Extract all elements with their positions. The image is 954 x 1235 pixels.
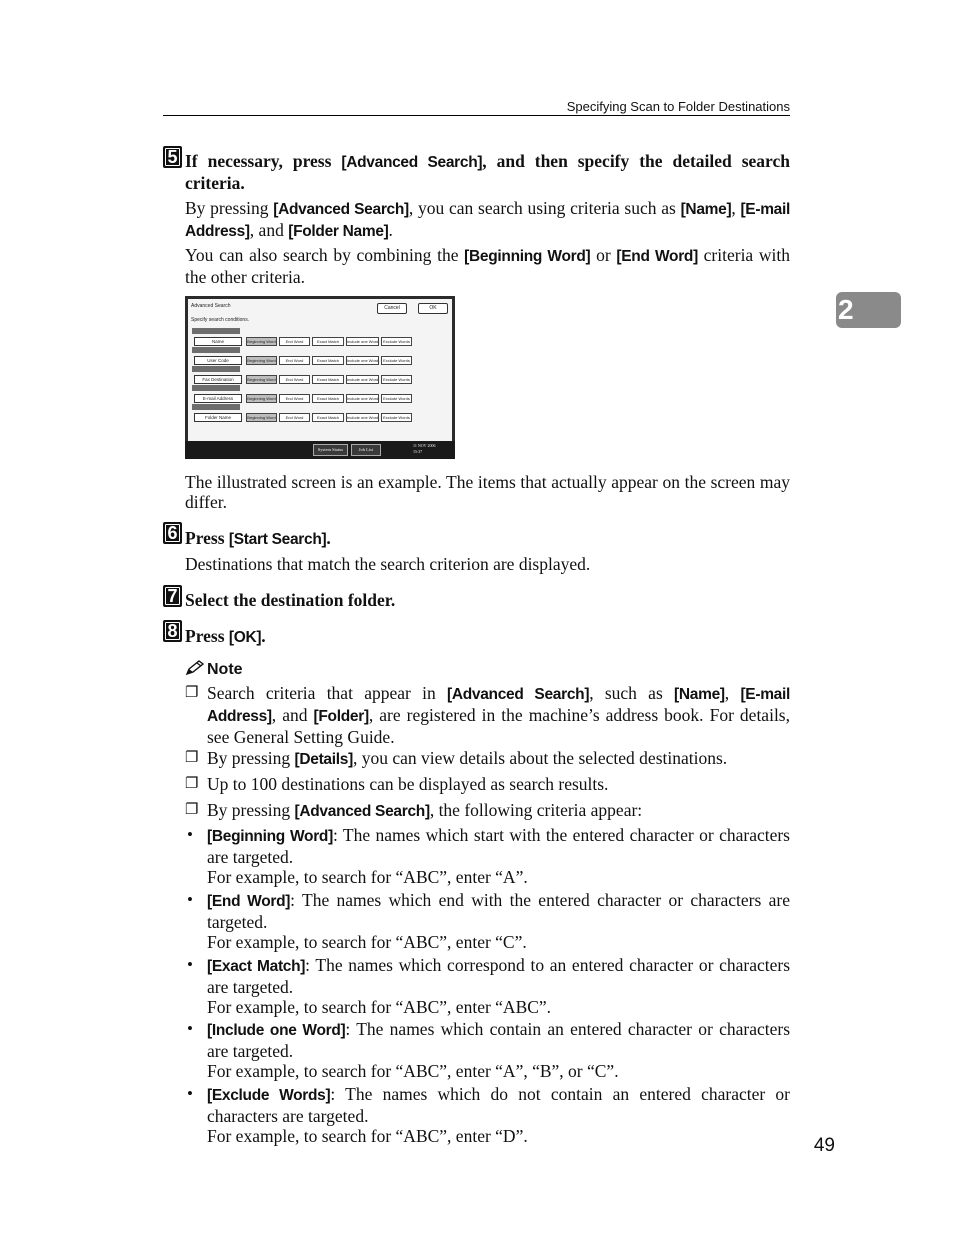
header-rule (163, 115, 790, 116)
key-label: [Folder] (313, 708, 369, 725)
text: By pressing (185, 198, 274, 218)
text: : The names which end with the entered character or characters are targeted. (207, 890, 790, 932)
checkbox-icon: ❐ (185, 802, 199, 818)
key-label: [End Word] (616, 248, 698, 265)
key-label: [Include one Word] (207, 1022, 346, 1039)
field-email-address-button[interactable]: E-mail Address (194, 394, 242, 403)
checkbox-icon: ❐ (185, 685, 199, 701)
step-7-heading: Select the destination folder. (185, 590, 396, 610)
key-label: [Details] (294, 751, 353, 768)
page-number: 49 (813, 1135, 835, 1156)
text: , such as (589, 683, 675, 703)
end-word-option[interactable]: End Word (279, 375, 310, 384)
text: : The names which contain an entered character or characters are targeted. (207, 1019, 791, 1061)
screen-subtitle: Specify search conditions. (191, 317, 250, 323)
text: , and then specify the detailed search criteria. (185, 151, 791, 193)
key-label: [Start Search] (228, 531, 327, 548)
bullet-icon: • (187, 955, 193, 974)
key-label: [Name] (674, 686, 725, 703)
cancel-button[interactable]: Cancel (377, 303, 407, 314)
criterion-end-word (207, 890, 790, 952)
field-bar (192, 385, 240, 391)
pencil-icon (185, 660, 205, 676)
include-one-word-option[interactable]: Include one Word (347, 358, 379, 363)
step-number-icon: 5 (163, 146, 182, 168)
text: : The names which do not contain an entered character or characters are targeted. (207, 1084, 790, 1126)
criterion-include-one-word (207, 1019, 790, 1081)
text: , (724, 683, 741, 703)
field-bar (192, 347, 240, 353)
end-word-option[interactable]: End Word (279, 356, 310, 365)
screen-date: 11 NOV 2006 (413, 443, 436, 448)
text: : The names which correspond to an entered character or characters are targeted. (207, 955, 790, 997)
text: . (388, 220, 393, 240)
text: , you can search using criteria such as (408, 198, 681, 218)
bullet-icon: • (187, 825, 193, 844)
text: You can also search by combining the (185, 245, 465, 265)
text: . (326, 528, 331, 548)
text: , and (271, 705, 314, 725)
step-number-icon: 7 (163, 585, 182, 607)
note-label: Note (207, 661, 243, 678)
key-label: [End Word] (207, 893, 291, 910)
example: For example, to search for “ABC”, enter “ABC”. (207, 997, 552, 1017)
field-bar (192, 328, 240, 334)
key-label: [Advanced Search] (273, 201, 409, 218)
beginning-word-option[interactable]: Beginning Word (247, 396, 276, 401)
step-number-icon: 6 (163, 522, 182, 544)
end-word-option[interactable]: End Word (279, 337, 310, 346)
screen-caption: The illustrated screen is an example. The items that actually appear on the screen may differ. (185, 472, 790, 512)
note-heading (185, 660, 243, 680)
text: or (590, 245, 617, 265)
include-one-word-option[interactable]: Include one Word (347, 396, 379, 401)
text: , the following criteria appear: (429, 800, 643, 820)
bullet-icon: • (187, 1019, 193, 1038)
step-8-heading (185, 626, 790, 648)
include-one-word-option[interactable]: Include one Word (347, 415, 379, 420)
step-6-body: Destinations that match the search criterion are displayed. (185, 554, 591, 574)
example: For example, to search for “ABC”, enter “A”, “B”, or “C”. (207, 1061, 619, 1081)
criterion-beginning-word (207, 825, 790, 887)
key-label: [Exact Match] (207, 958, 306, 975)
include-one-word-option[interactable]: Include one Word (347, 339, 379, 344)
advanced-search-screenshot (185, 296, 455, 459)
text: , (731, 198, 741, 218)
text: , and (249, 220, 289, 240)
key-label: [Folder Name] (288, 223, 389, 240)
field-name-button[interactable]: Name (194, 337, 242, 346)
exclude-words-option[interactable]: Exclude Words (381, 394, 412, 403)
key-label: [E-mail Address] (185, 201, 791, 240)
exact-match-option[interactable]: Exact Match (312, 337, 344, 346)
ok-button[interactable]: OK (418, 303, 448, 314)
exact-match-option[interactable]: Exact Match (312, 375, 344, 384)
bullet-icon: • (187, 1084, 193, 1103)
exclude-words-option[interactable]: Exclude Words (381, 337, 412, 346)
text: : The names which start with the entered character or characters are targeted. (207, 825, 790, 867)
system-status-button[interactable]: System Status (313, 444, 348, 456)
beginning-word-option[interactable]: Beginning Word (247, 339, 276, 344)
example: For example, to search for “ABC”, enter “D”. (207, 1126, 528, 1146)
text: By pressing (207, 800, 295, 820)
exact-match-option[interactable]: Exact Match (312, 394, 344, 403)
field-fax-destination-button[interactable]: Fax Destination (194, 375, 242, 384)
text: , are registered in the machine’s address book. For details, see General Setting Guide. (207, 705, 790, 747)
job-list-button[interactable]: Job List (351, 444, 381, 456)
text: Press (185, 528, 229, 548)
example: For example, to search for “ABC”, enter “A”. (207, 867, 528, 887)
screen-title: Advanced Search (191, 303, 231, 309)
include-one-word-option[interactable]: Include one Word (347, 377, 379, 382)
note-item-3: Up to 100 destinations can be displayed as search results. (207, 774, 609, 794)
bullet-icon: • (187, 890, 193, 909)
step-5-heading (185, 151, 790, 193)
criterion-exclude-words (207, 1084, 790, 1146)
text: Search criteria that appear in (207, 683, 447, 703)
note-item-1 (207, 683, 790, 747)
exclude-words-option[interactable]: Exclude Words (381, 356, 412, 365)
end-word-option[interactable]: End Word (279, 394, 310, 403)
criterion-exact-match (207, 955, 790, 1017)
checkbox-icon: ❐ (185, 750, 199, 766)
key-label: [OK] (228, 629, 262, 646)
field-user-code-button[interactable]: User Code (194, 356, 242, 365)
end-word-option[interactable]: End Word (279, 413, 310, 422)
key-label: [E-mail Address] (207, 686, 791, 725)
text: If necessary, press (185, 151, 342, 171)
step-6-heading (185, 528, 790, 550)
text: , you can view details about the selected destinations. (352, 748, 728, 768)
key-label: [Advanced Search] (446, 686, 590, 703)
exact-match-option[interactable]: Exact Match (312, 413, 344, 422)
field-bar (192, 366, 240, 372)
running-header: Specifying Scan to Folder Destinations (566, 99, 790, 114)
key-label: [Beginning Word] (464, 248, 591, 265)
exclude-words-option[interactable]: Exclude Words (381, 413, 412, 422)
key-label: [Beginning Word] (207, 828, 333, 845)
text: criteria with the other criteria. (185, 245, 791, 287)
beginning-word-option[interactable]: Beginning Word (247, 377, 276, 382)
text: . (261, 626, 266, 646)
exclude-words-option[interactable]: Exclude Words (381, 375, 412, 384)
text: Press (185, 626, 229, 646)
key-label: [Advanced Search] (294, 803, 430, 820)
beginning-word-option[interactable]: Beginning Word (247, 415, 276, 420)
field-bar (192, 404, 240, 410)
note-item-2 (207, 748, 790, 770)
step-5-paragraph-1 (185, 198, 790, 242)
step-5-paragraph-2 (185, 245, 790, 287)
screen-footer (185, 441, 455, 459)
note-item-4 (207, 800, 790, 822)
field-folder-name-button[interactable]: Folder Name (194, 413, 242, 422)
step-number-icon: 8 (163, 620, 182, 642)
text: By pressing (207, 748, 295, 768)
exact-match-option[interactable]: Exact Match (312, 356, 344, 365)
key-label: [Exclude Words] (207, 1087, 331, 1104)
key-label: [Name] (680, 201, 732, 218)
chapter-number: 2 (838, 294, 854, 325)
example: For example, to search for “ABC”, enter “C”. (207, 932, 527, 952)
beginning-word-option[interactable]: Beginning Word (247, 358, 276, 363)
key-label: [Advanced Search] (341, 154, 483, 171)
screen-time: 15:37 (413, 449, 423, 454)
checkbox-icon: ❐ (185, 776, 199, 792)
screen-panel (188, 299, 452, 441)
